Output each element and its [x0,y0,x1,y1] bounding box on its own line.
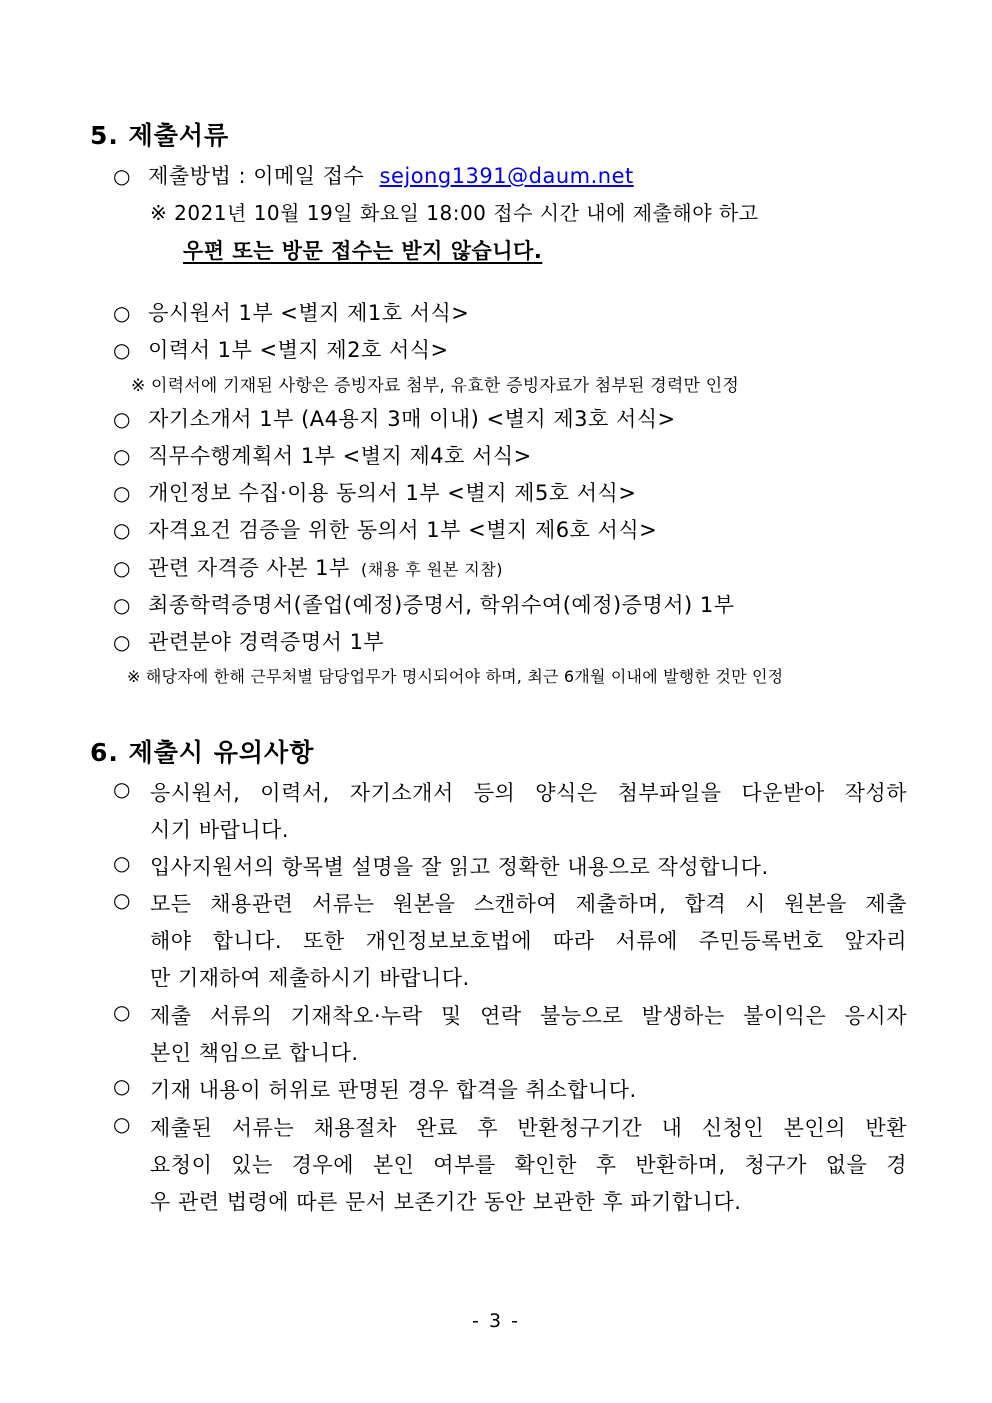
section-5-title: 5. 제출서류 [90,121,230,150]
bullet-icon: ○ [113,630,131,654]
doc-item-certificate: ○ 관련 자격증 사본 1부 (채용 후 원본 지참) [113,556,503,580]
doc-item-career: ○ 관련분야 경력증명서 1부 [113,630,385,654]
notice-line: 모든 채용관련 서류는 원본을 스캔하여 제출하며, 합격 시 원본을 제출 [150,892,907,916]
career-note: ※ 해당자에 한해 근무처별 담당업무가 명시되어야 하며, 최근 6개월 이내에 발행한 것만 인정 [127,667,784,686]
bullet-icon: ○ [113,593,131,617]
notice-item [113,1074,131,1098]
submission-method-row [113,160,634,190]
page-number: - 3 - [472,1310,520,1332]
notice-item [113,777,131,801]
doc-item-application: ○ 응시원서 1부 <별지 제1호 서식> [113,301,470,325]
doc-item-privacy-consent: ○ 개인정보 수집·이용 동의서 1부 <별지 제5호 서식> [113,481,637,505]
bullet-icon: ○ [113,1112,131,1136]
notice-line: 기재 내용이 허위로 판명된 경우 합격을 취소합니다. [150,1078,637,1102]
bullet-icon: ○ [113,338,131,362]
doc-item-verification-consent: ○ 자격요건 검증을 위한 동의서 1부 <별지 제6호 서식> [113,518,658,542]
notice-line: 제출된 서류는 채용절차 완료 후 반환청구기간 내 신청인 본인의 반환 [150,1116,907,1140]
bullet-icon: ○ [113,851,131,875]
deadline-warning: 우편 또는 방문 접수는 받지 않습니다. [183,239,543,263]
bullet-icon: ○ [113,444,131,468]
bullet-icon: ○ [113,301,131,325]
bullet-icon: ○ [113,518,131,542]
notice-line: 제출 서류의 기재착오·누락 및 연락 불능으로 발생하는 불이익은 응시자 [150,1004,907,1028]
notice-line: 해야 합니다. 또한 개인정보보호법에 따라 서류에 주민등록번호 앞자리 [150,929,907,953]
bullet-icon: ○ [113,481,131,505]
notice-line: 응시원서, 이력서, 자기소개서 등의 양식은 첨부파일을 다운받아 작성하 [150,781,907,805]
doc-item-education: ○ 최종학력증명서(졸업(예정)증명서, 학위수여(예정)증명서) 1부 [113,593,735,617]
submission-method-label: 제출방법 : 이메일 접수 [148,164,365,188]
deadline-note: ※ 2021년 10월 19일 화요일 18:00 접수 시간 내에 제출해야 하고 [150,201,759,225]
notice-item [113,1000,131,1024]
bullet-icon: ○ [113,164,131,188]
doc-item-self-intro: ○ 자기소개서 1부 (A4용지 3매 이내) <별지 제3호 서식> [113,407,676,431]
bullet-icon: ○ [113,1074,131,1098]
notice-line: 본인 책임으로 합니다. [150,1041,359,1065]
resume-note: ※ 이력서에 기재된 사항은 증빙자료 첨부, 유효한 증빙자료가 첨부된 경력만 인정 [131,376,739,396]
notice-line: 입사지원서의 항목별 설명을 잘 읽고 정확한 내용으로 작성합니다. [150,855,769,879]
bullet-icon: ○ [113,777,131,801]
notice-item [113,851,131,875]
notice-line: 요청이 있는 경우에 본인 여부를 확인한 후 반환하며, 청구가 없을 경 [150,1153,907,1177]
email-link[interactable]: sejong1391@daum.net [379,164,634,188]
bullet-icon: ○ [113,888,131,912]
notice-line: 시기 바랍니다. [150,818,290,842]
certificate-note: (채용 후 원본 지참) [361,560,503,579]
notice-item [113,888,131,912]
bullet-icon: ○ [113,556,131,580]
bullet-icon: ○ [113,1000,131,1024]
notice-item [113,1112,131,1136]
bullet-icon: ○ [113,407,131,431]
notice-line: 우 관련 법령에 따른 문서 보존기간 동안 보관한 후 파기합니다. [150,1190,742,1214]
doc-item-resume: ○ 이력서 1부 <별지 제2호 서식> [113,338,449,362]
section-6-title: 6. 제출시 유의사항 [90,738,315,767]
doc-item-job-plan: ○ 직무수행계획서 1부 <별지 제4호 서식> [113,444,532,468]
notice-line: 만 기재하여 제출하시기 바랍니다. [150,966,470,990]
